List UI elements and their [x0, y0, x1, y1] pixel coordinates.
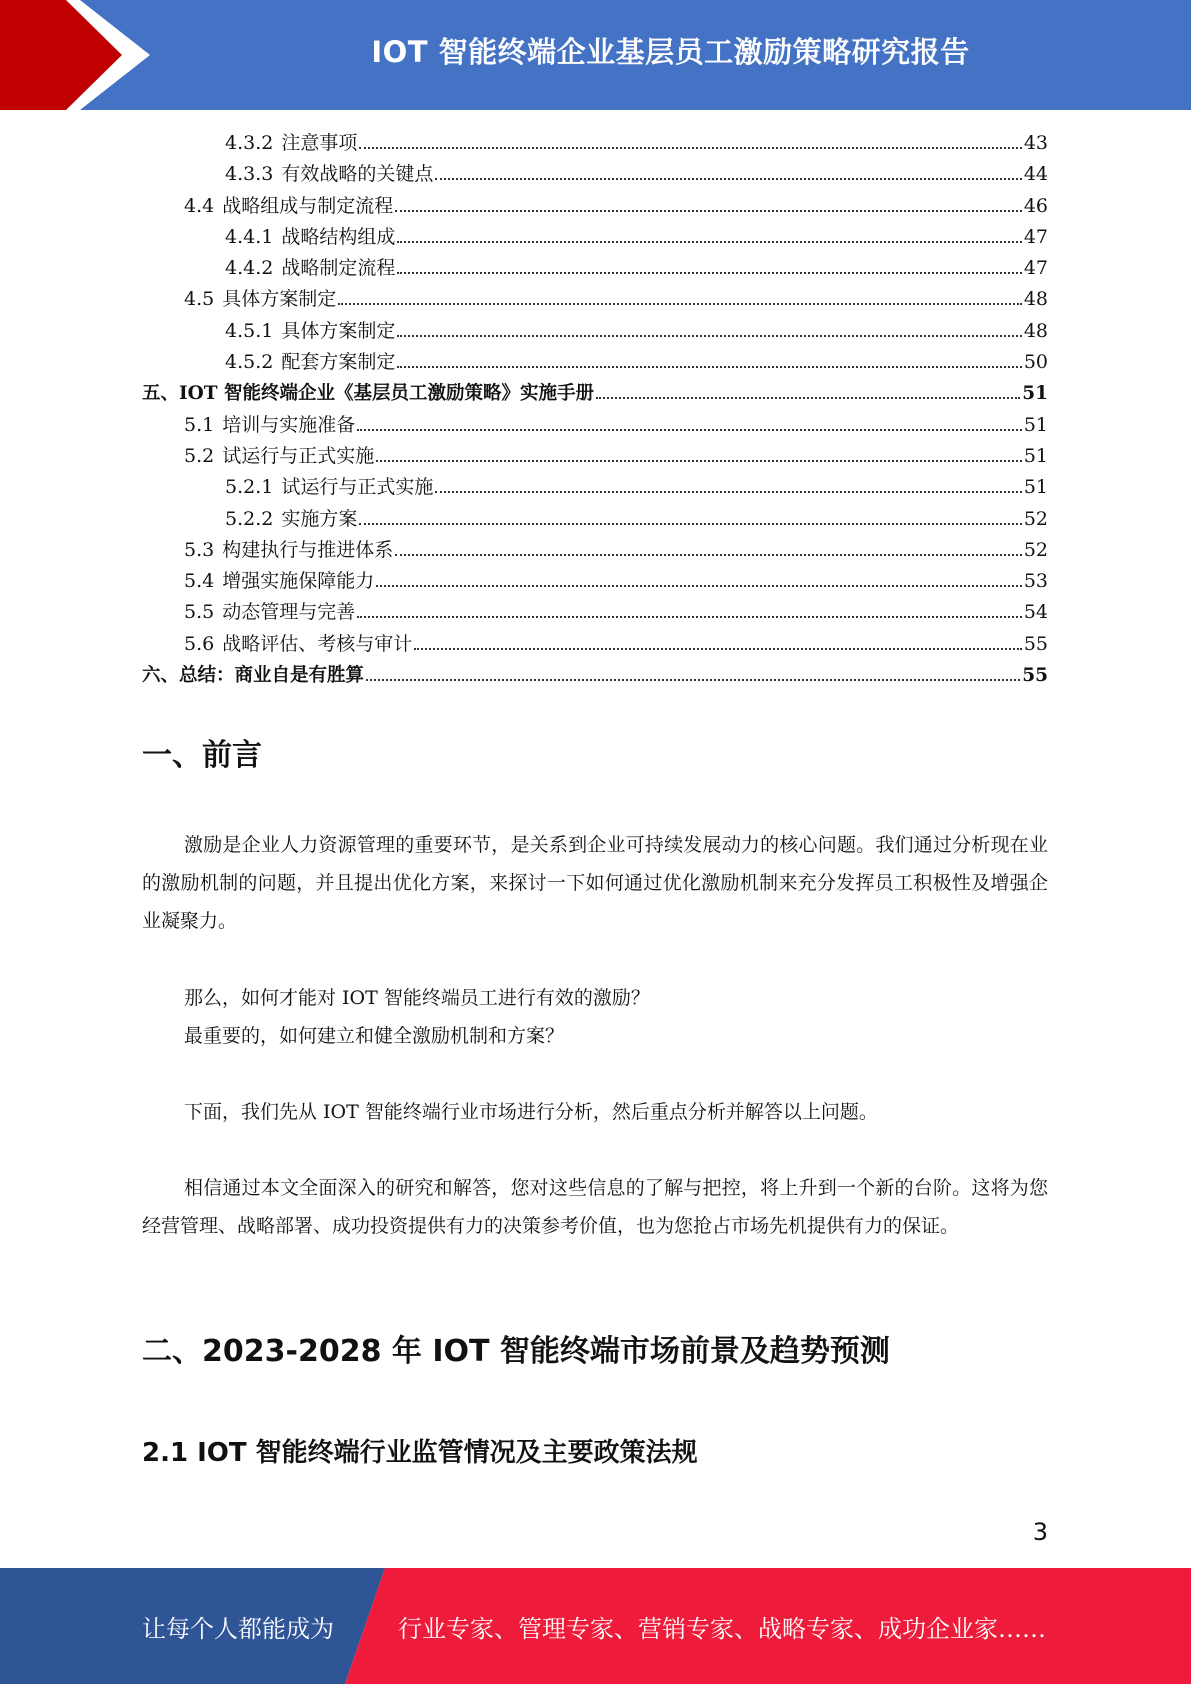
- toc-entry-page: 51: [1023, 413, 1048, 436]
- toc-entry[interactable]: [142, 660, 1048, 691]
- toc-entry[interactable]: [142, 253, 1048, 284]
- page-header: [0, 0, 1191, 110]
- footer-slogan-right: 行业专家、管理专家、营销专家、战略专家、成功企业家……: [398, 1614, 1046, 1643]
- toc-entry[interactable]: [142, 222, 1048, 253]
- section-2-1-heading: 2.1 IOT 智能终端行业监管情况及主要政策法规: [142, 1438, 698, 1468]
- header-title: IOT 智能终端企业基层员工激励策略研究报告: [371, 34, 970, 69]
- toc-entry-label: 增强实施保障能力: [222, 570, 375, 593]
- toc-entry-label: 六、总结：商业自是有胜算: [142, 665, 365, 687]
- toc-entry-label: 具体方案制定: [222, 288, 337, 311]
- toc-entry-page: 51: [1023, 444, 1048, 467]
- toc-entry[interactable]: [142, 159, 1048, 190]
- toc-entry-page: 52: [1023, 507, 1048, 530]
- toc-entry-number: 5.2.1: [225, 476, 274, 499]
- page-number: 3: [1032, 1518, 1048, 1546]
- toc-entry-number: 5.5: [184, 601, 215, 624]
- toc-leader-dots: [338, 303, 1022, 305]
- toc-entry-page: 46: [1023, 194, 1048, 217]
- table-of-contents: [142, 128, 1048, 691]
- toc-entry[interactable]: [142, 504, 1048, 535]
- toc-leader-dots: [397, 366, 1021, 368]
- preface-question-2: 最重要的，如何建立和健全激励机制和方案？: [184, 1025, 565, 1047]
- toc-entry-page: 51: [1022, 383, 1048, 405]
- toc-entry-number: 5.2.2: [225, 507, 274, 530]
- preface-heading: 一、前言: [142, 738, 262, 773]
- toc-entry-label: 战略结构组成: [281, 225, 396, 248]
- toc-entry-label: 试运行与正式实施: [281, 476, 434, 499]
- toc-leader-dots: [397, 272, 1021, 274]
- toc-entry-number: 4.5.2: [225, 351, 274, 374]
- toc-entry[interactable]: [142, 597, 1048, 628]
- toc-entry[interactable]: [142, 535, 1048, 566]
- toc-entry-label: 五、IOT 智能终端企业《基层员工激励策略》实施手册: [142, 383, 594, 405]
- toc-leader-dots: [357, 429, 1022, 431]
- toc-entry-label: 构建执行与推进体系: [222, 538, 394, 561]
- toc-entry-page: 52: [1023, 538, 1048, 561]
- toc-entry[interactable]: [142, 191, 1048, 222]
- preface-paragraph-1: 激励是企业人力资源管理的重要环节，是关系到企业可持续发展动力的核心问题。我们通过分析现在业的激励机制的问题，并且提出优化方案，来探讨一下如何通过优化激励机制来充分发挥员工积极性及增强企业凝聚力。: [142, 834, 1048, 932]
- toc-entry-label: 试运行与正式实施: [222, 444, 375, 467]
- toc-entry-label: 实施方案: [281, 507, 358, 530]
- toc-entry-page: 50: [1023, 351, 1048, 374]
- toc-entry-number: 5.6: [184, 632, 215, 655]
- toc-leader-dots: [357, 616, 1022, 618]
- page-footer: [0, 1568, 1191, 1684]
- header-red-chevron: [0, 0, 160, 110]
- toc-entry-page: 51: [1023, 476, 1048, 499]
- toc-entry-number: 4.4.1: [225, 225, 274, 248]
- preface-question-1: 那么，如何才能对 IOT 智能终端员工进行有效的激励？: [184, 987, 650, 1009]
- toc-entry-page: 53: [1023, 570, 1048, 593]
- toc-leader-dots: [376, 585, 1022, 587]
- toc-entry-number: 5.3: [184, 538, 215, 561]
- toc-leader-dots: [395, 210, 1022, 212]
- toc-leader-dots: [359, 147, 1021, 149]
- toc-entry-number: 5.2: [184, 444, 215, 467]
- toc-entry[interactable]: [142, 378, 1048, 409]
- toc-leader-dots: [397, 241, 1021, 243]
- toc-leader-dots: [376, 460, 1022, 462]
- toc-leader-dots: [366, 679, 1020, 681]
- toc-leader-dots: [435, 491, 1021, 493]
- toc-entry[interactable]: [142, 347, 1048, 378]
- toc-leader-dots: [596, 397, 1020, 399]
- toc-entry-number: 4.3.2: [225, 132, 274, 154]
- toc-entry-page: 47: [1023, 257, 1048, 280]
- toc-entry[interactable]: [142, 472, 1048, 503]
- toc-entry-label: 有效战略的关键点: [281, 163, 434, 186]
- toc-entry-label: 具体方案制定: [281, 319, 396, 342]
- toc-entry-label: 战略评估、考核与审计: [222, 632, 413, 655]
- toc-entry-label: 战略制定流程: [281, 257, 396, 280]
- toc-entry[interactable]: [142, 410, 1048, 441]
- toc-entry-label: 战略组成与制定流程: [222, 194, 394, 217]
- footer-slogan-left: 让每个人都能成为: [142, 1614, 334, 1643]
- preface-paragraph-2: 下面，我们先从 IOT 智能终端行业市场进行分析，然后重点分析并解答以上问题。: [184, 1101, 878, 1123]
- toc-entry-page: 44: [1023, 163, 1048, 186]
- toc-entry[interactable]: [142, 629, 1048, 660]
- toc-entry-label: 配套方案制定: [281, 351, 396, 374]
- toc-entry[interactable]: [142, 128, 1048, 159]
- toc-entry-page: 48: [1023, 319, 1048, 342]
- toc-leader-dots: [414, 648, 1022, 650]
- toc-entry-number: 5.4: [184, 570, 215, 593]
- toc-entry-label: 培训与实施准备: [222, 413, 356, 436]
- toc-leader-dots: [395, 554, 1022, 556]
- toc-entry-number: 4.3.3: [225, 163, 274, 186]
- toc-entry-page: 54: [1023, 601, 1048, 624]
- toc-entry[interactable]: [142, 441, 1048, 472]
- toc-entry-number: 4.4.2: [225, 257, 274, 280]
- toc-leader-dots: [359, 523, 1021, 525]
- toc-entry[interactable]: [142, 316, 1048, 347]
- toc-entry-label: 动态管理与完善: [222, 601, 356, 624]
- toc-entry-number: 4.4: [184, 194, 215, 217]
- preface-paragraph-3: 相信通过本文全面深入的研究和解答，您对这些信息的了解与把控，将上升到一个新的台阶。这将为您经营管理、战略部署、成功投资提供有力的决策参考价值，也为您抢占市场先机提供有力的保证。: [142, 1177, 1048, 1237]
- toc-leader-dots: [435, 178, 1021, 180]
- toc-entry[interactable]: [142, 284, 1048, 315]
- toc-entry-label: 注意事项: [281, 132, 358, 154]
- toc-entry[interactable]: [142, 566, 1048, 597]
- chapter-2-heading: 二、2023-2028 年 IOT 智能终端市场前景及趋势预测: [142, 1334, 890, 1369]
- toc-entry-page: 48: [1023, 288, 1048, 311]
- toc-entry-page: 47: [1023, 225, 1048, 248]
- toc-entry-number: 5.1: [184, 413, 215, 436]
- toc-entry-number: 4.5.1: [225, 319, 274, 342]
- toc-entry-page: 55: [1022, 665, 1048, 687]
- toc-leader-dots: [397, 335, 1021, 337]
- toc-entry-number: 4.5: [184, 288, 215, 311]
- toc-entry-page: 43: [1023, 132, 1048, 154]
- toc-entry-page: 55: [1023, 632, 1048, 655]
